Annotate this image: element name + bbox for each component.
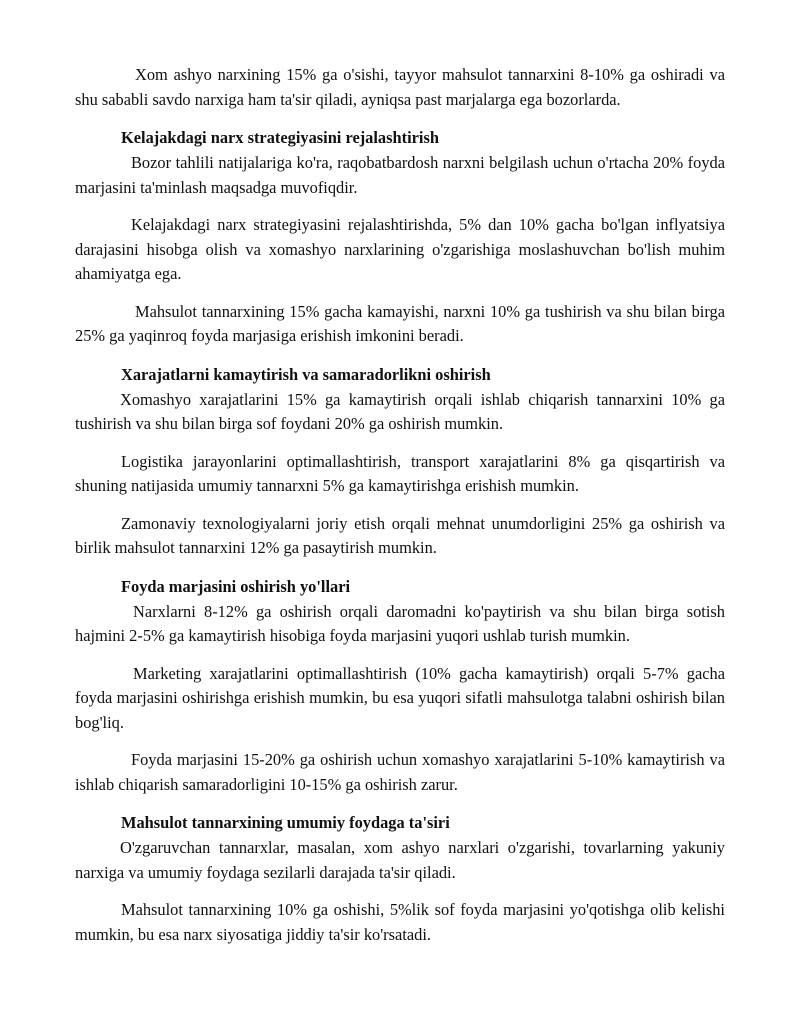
paragraph-raw-material-price: Xom ashyo narxining 15% ga o'sishi, tayyor mahsulot tannarxini 8-10% ga oshiradi va shu sababli savdo narxiga ham ta'sir qiladi, ayniqsa past marjalarga ega bozorlarda. xyxy=(75,65,725,109)
paragraph-cost-increase-loss: Mahsulot tannarxining 10% ga oshishi, 5%lik sof foyda marjasini yo'qotishga olib kelishi mumkin, bu esa narx siyosatiga jiddiy ta'sir ko'rsatadi. xyxy=(75,900,725,944)
paragraph-inflation-planning: Kelajakdagi narx strategiyasini rejalashtirishda, 5% dan 10% gacha bo'lgan inflyatsiya darajasini hisobga olish va xomashyo narxlarining o'zgarishiga moslashuvchan bo'lish muhim ahamiyatga ega. xyxy=(75,215,725,283)
paragraph-price-increase: Narxlarni 8-12% ga oshirish orqali daromadni ko'paytirish va shu bilan birga sotish hajmini 2-5% ga kamaytirish hisobiga foyda marjasini yuqori ushlab turish mumkin. xyxy=(75,601,725,645)
document-page xyxy=(75,63,725,947)
paragraph-marketing-costs: Marketing xarajatlarini optimallashtirish (10% gacha kamaytirish) orqali 5-7% gacha foyda marjasini oshirishga erishish mumkin, bu esa yuqori sifatli mahsulotga talabni oshirish bilan bog'liq. xyxy=(75,663,725,732)
paragraph-variable-costs: O'zgaruvchan tannarxlar, masalan, xom ashyo narxlari o'zgarishi, tovarlarning yakuniy narxiga va umumiy foydaga sezilarli darajada ta'sir qiladi. xyxy=(75,838,725,882)
paragraph-raw-material-costs: Xomashyo xarajatlarini 15% ga kamaytirish orqali ishlab chiqarish tannarxini 10% ga tushirish va shu bilan birga sof foydani 20% ga oshirish mumkin. xyxy=(75,389,725,433)
paragraph-margin-increase: Foyda marjasini 15-20% ga oshirish uchun xomashyo xarajatlarini 5-10% kamaytirish va ishlab chiqarish samaradorligini 10-15% ga oshirish zarur. xyxy=(75,750,725,794)
paragraph-technology: Zamonaviy texnologiyalarni joriy etish orqali mehnat unumdorligini 25% ga oshirish va birlik mahsulot tannarxini 12% ga pasaytirish mumkin. xyxy=(75,513,725,557)
paragraph-cost-reduction-margin: Mahsulot tannarxining 15% gacha kamayishi, narxni 10% ga tushirish va shu bilan birga 25% ga yaqinroq foyda marjasiga erishish imkonini beradi. xyxy=(75,301,725,345)
heading-future-price-strategy: Kelajakdagi narx strategiyasini rejalashtirish xyxy=(121,128,439,147)
heading-profit-margin-ways: Foyda marjasini oshirish yo'llari xyxy=(121,576,351,596)
paragraph-logistics: Logistika jarayonlarini optimallashtirish, transport xarajatlarini 8% ga qisqartirish va shuning natijasida umumiy tannarxni 5% ga kamaytirishga erishish mumkin. xyxy=(75,451,725,495)
paragraph-market-analysis: Bozor tahlili natijalariga ko'ra, raqobatbardosh narxni belgilash uchun o'rtacha 20% foyda marjasini ta'minlash maqsadga muvofiqdir. xyxy=(75,153,725,197)
heading-cost-efficiency: Xarajatlarni kamaytirish va samaradorlikni oshirish xyxy=(121,364,491,384)
heading-cost-impact-on-profit: Mahsulot tannarxining umumiy foydaga ta'siri xyxy=(121,813,450,832)
